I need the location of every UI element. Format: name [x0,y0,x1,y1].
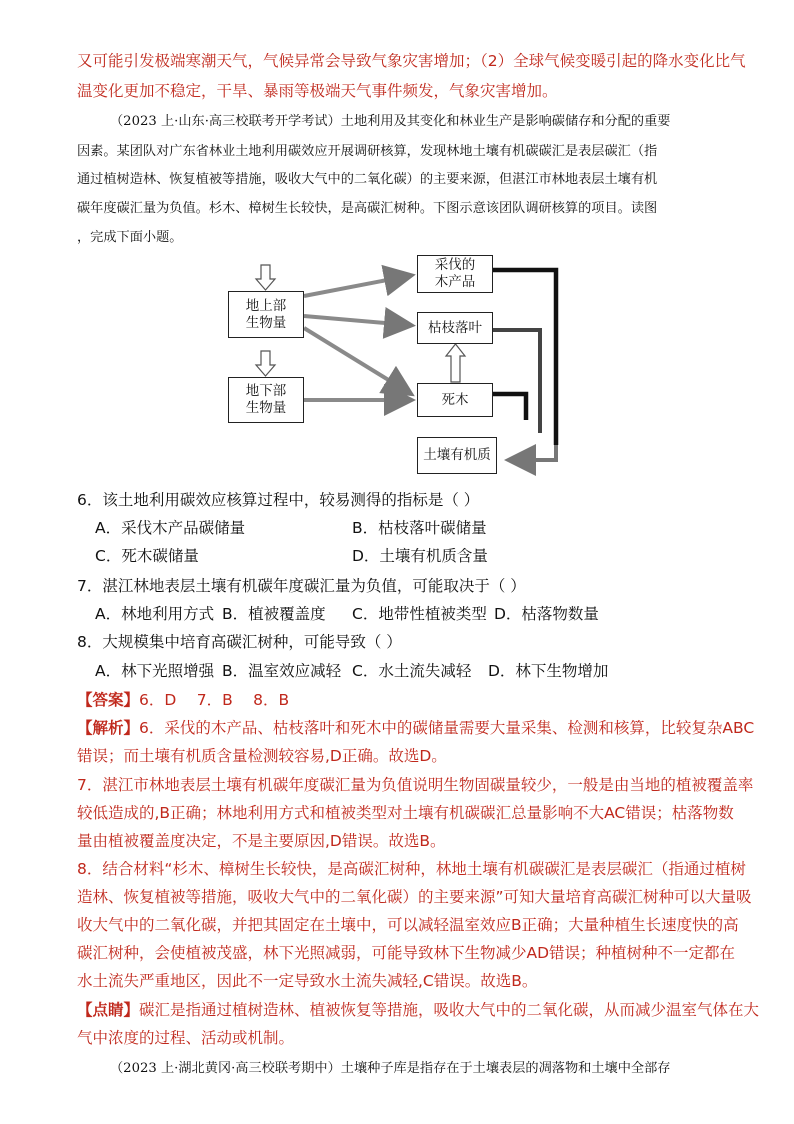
above-ground-line-1: 地上部 [245,297,287,314]
analysis-line-9: 碳汇树种，会使植被茂盛，林下光照减弱，可能导致林下生物减少AD错误；种植树种不一定都在 [77,944,736,962]
box-harvested-wood [417,255,493,293]
q6-option-a: A．采伐木产品碳储量 [95,519,246,537]
analysis-line-10: 水土流失严重地区，因此不一定导致水土流失减轻,C错误。故选B。 [77,972,538,990]
analysis-line-8: 收大气中的二氧化碳，并把其固定在土壤中，可以减轻温室效应B正确；大量种植生长速度快的高 [77,916,739,934]
below-ground-line-2: 生物量 [245,400,287,416]
above-ground-line-2: 生物量 [245,314,287,331]
box-below-ground-biomass [228,377,304,423]
box-soil-organic-matter [417,437,497,474]
analysis-line-5: 量由植被覆盖度决定，不是主要原因,D错误。故选B。 [77,832,446,850]
q8-option-b: B．温室效应减轻 [222,662,342,680]
q6-option-c: C．死木碳储量 [95,547,199,565]
analysis-line-4: 较低造成的,B正确；林地利用方式和植被类型对土壤有机碳碳汇总量影响不大AC错误；枯落物数 [77,804,734,822]
box-litter [417,312,493,344]
flow-into-soil [512,445,556,460]
analysis-text-1: 6．采伐的木产品、枯枝落叶和死木中的碳储量需要大量采集、检测和核算，比较复杂ABC [139,719,755,737]
analysis-line-6: 8．结合材料“杉木、樟树生长较快，是高碳汇树种，林地土壤有机碳碳汇是表层碳汇（指通过植树 [77,860,746,878]
q7-option-b: B．植被覆盖度 [222,605,326,623]
answer-continuation-line-1: 又可能引发极端寒潮天气，气候异常会导致气象灾害增加；（2）全球气候变暖引起的降水变化比气 [77,52,746,70]
q6-option-b: B．枯枝落叶碳储量 [352,519,487,537]
intro-line-4: 碳年度碳汇量为负值。杉木、樟树生长较快，是高碳汇树种。下图示意该团队调研核算的项目。读图 [77,201,658,216]
comment-line-2: 气中浓度的过程、活动或机制。 [77,1029,295,1047]
box-above-ground-biomass [228,291,304,338]
box-deadwood [417,383,493,417]
q8-option-d: D．林下生物增加 [488,662,609,680]
q8-option-c: C．水土流失减轻 [352,662,472,680]
comment-text-1: 碳汇是指通过植树造林、植被恢复等措施，吸收大气中的二氧化碳，从而减少温室气体在大 [139,1001,760,1019]
intro-line-2: 因素。某团队对广东省林业土地利用碳效应开展调研核算，发现林地土壤有机碳碳汇是表层碳汇（指 [77,144,658,159]
arrow-above-to-litter [304,316,408,325]
answer-text: 6．D 7．B 8．B [139,691,290,709]
answer-continuation-line-2: 温变化更加不稳定，干旱、暴雨等极端天气事件频发，气象灾害增加。 [77,82,558,100]
q8-stem: 8．大规模集中培育高碳汇树种，可能导致（ ） [77,633,402,651]
input-arrow-below [256,351,275,376]
analysis-line-3: 7．湛江市林地表层土壤有机碳年度碳汇量为负值说明生物固碳量较少，一般是由当地的植被覆盖率 [77,776,754,794]
q6-option-d: D．土壤有机质含量 [352,547,488,565]
answer-tag: 【答案】 [77,691,140,709]
q7-option-a: A．林地利用方式 [95,605,215,623]
next-question-intro: （2023 上·湖北黄冈·高三校联考期中）土壤种子库是指存在于土壤表层的凋落物和土壤中全部存 [110,1061,671,1076]
soil-label: 土壤有机质 [423,447,491,463]
harvested-line-1: 采伐的 [434,257,476,273]
deadwood-label: 死木 [441,391,469,408]
arrow-deadwood-to-litter [446,344,465,382]
intro-line-5: ，完成下面小题。 [77,230,183,245]
intro-line-1: （2023 上·山东·高三校联考开学考试）土地利用及其变化和林业生产是影响碳储存和分配的重要 [110,114,671,129]
q7-option-d: D．枯落物数量 [494,605,599,623]
q6-stem: 6．该土地利用碳效应核算过程中，较易测得的指标是（ ） [77,491,480,509]
input-arrow-above [256,265,275,290]
analysis-line-2: 错误；而土壤有机质含量检测较容易,D正确。故选D。 [77,747,447,765]
comment-tag: 【点睛】 [77,1001,140,1019]
below-ground-line-1: 地下部 [245,383,287,399]
arrow-above-to-deadwood [304,328,408,392]
arrow-above-to-harvested [304,276,408,296]
analysis-tag: 【解析】 [77,719,140,737]
q8-option-a: A．林下光照增强 [95,662,215,680]
q7-stem: 7．湛江林地表层土壤有机碳年度碳汇量为负值，可能取决于（ ） [77,577,526,595]
flow-litter-to-soil [493,330,540,433]
q7-option-c: C．地带性植被类型 [352,605,487,623]
flow-deadwood-to-soil [493,394,526,420]
intro-line-3: 通过植树造林、恢复植被等措施，吸收大气中的二氧化碳）的主要来源，但湛江市林地表层土壤有机 [77,172,658,187]
litter-label: 枯枝落叶 [428,319,482,336]
harvested-line-2: 木产品 [434,274,476,290]
comment-line-1 [77,1000,759,1020]
analysis-line-7: 造林、恢复植被等措施，吸收大气中的二氧化碳）的主要来源”可知大量培育高碳汇树种可以大量吸 [77,888,752,906]
answer-line [77,690,289,710]
analysis-line-1 [77,718,754,738]
